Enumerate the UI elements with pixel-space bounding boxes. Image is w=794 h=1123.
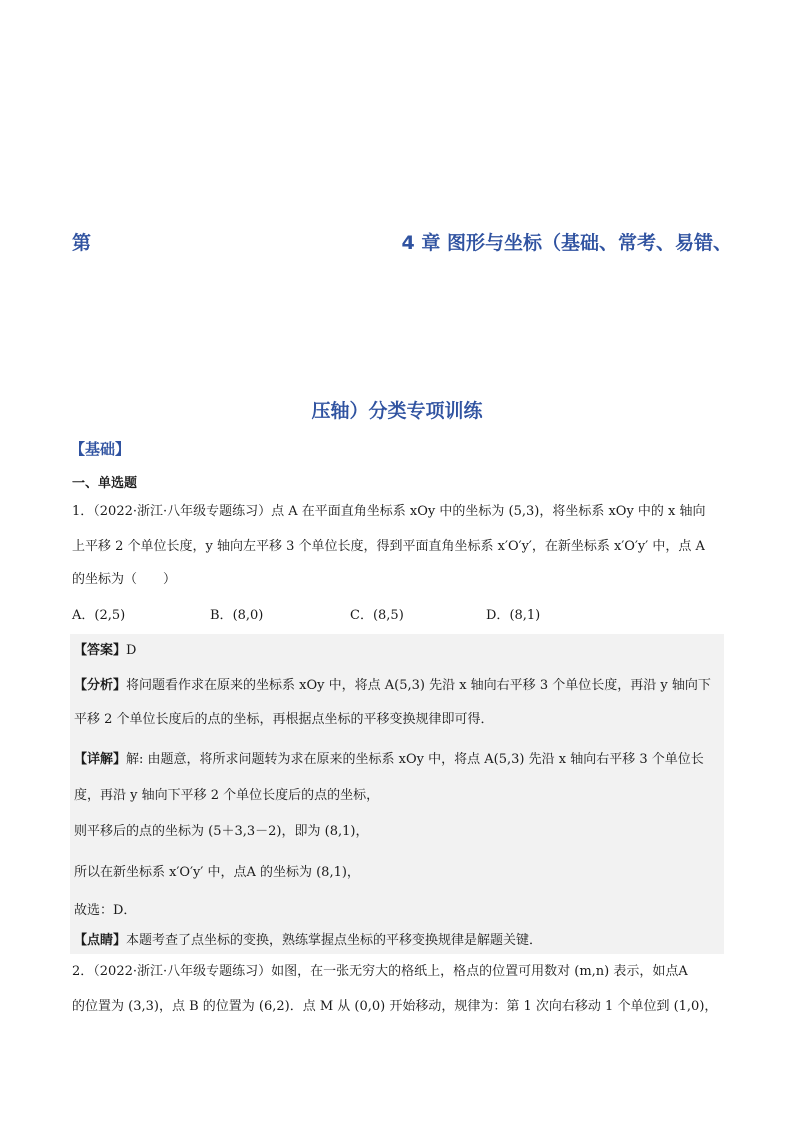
answer-value: D — [126, 643, 137, 658]
title-fragment-left: 第 — [72, 232, 92, 254]
detail-line-5: 故选：D． — [74, 903, 137, 918]
question-1-line-3: 的坐标为（ ） — [72, 572, 177, 587]
analysis-text-1: 将问题看作求在原来的坐标系 xOy 中，将点 A(5,3) 先沿 x 轴向右平移 3 个单位长度，再沿 y 轴向下 — [126, 678, 711, 693]
document-title-line2: 压轴）分类专项训练 — [311, 400, 483, 422]
detail-line-1 — [74, 750, 720, 770]
option-b-label: B． — [210, 608, 233, 623]
title-fragment-right: 4 章 图形与坐标（基础、常考、易错、 — [401, 232, 732, 254]
analysis-line-2: 平移 2 个单位长度后的点的坐标，再根据点坐标的平移变换规律即可得． — [74, 712, 494, 727]
question-1-line-1: 1．（2022·浙江·八年级专题练习）点 A 在平面直角坐标系 xOy 中的坐标为 (5,3)，将坐标系 xOy 中的 x 轴向 — [72, 504, 706, 519]
comment-text: 本题考查了点坐标的变换，熟练掌握点坐标的平移变换规律是解题关键． — [126, 933, 543, 948]
section-heading: 【基础】 — [70, 440, 131, 458]
comment-line — [74, 931, 720, 951]
option-c-value: (8,5) — [372, 608, 404, 623]
option-b-value: (8,0) — [232, 608, 264, 623]
option-d — [486, 604, 540, 623]
detail-line-3: 则平移后的点的坐标为 (5＋3,3－2)，即为 (8,1)， — [74, 824, 369, 839]
option-a-label: A． — [72, 608, 95, 623]
detail-line-4: 所以在新坐标系 x′O′y′ 中，点A 的坐标为 (8,1)， — [74, 865, 360, 880]
detail-text-1: 解: 由题意，将所求问题转为求在原来的坐标系 xOy 中，将点 A(5,3) 先沿 x 轴向右平移 3 个单位长 — [126, 752, 704, 767]
answer-tag: 【答案】 — [74, 643, 127, 658]
option-c-label: C． — [350, 608, 373, 623]
detail-line-2: 度，再沿 y 轴向下平移 2 个单位长度后的点的坐标， — [74, 788, 380, 803]
analysis-line-1 — [74, 676, 720, 696]
option-d-value: (8,1) — [509, 608, 541, 623]
answer-line — [74, 641, 720, 661]
subsection-heading: 一、单选题 — [72, 476, 138, 491]
question-2-line-1: 2．（2022·浙江·八年级专题练习）如图，在一张无穷大的格纸上，格点的位置可用数对 (m,n) 表示，如点A — [72, 964, 688, 979]
analysis-tag: 【分析】 — [74, 678, 127, 693]
question-1-line-2: 上平移 2 个单位长度，y 轴向左平移 3 个单位长度，得到平面直角坐标系 x′O′y′，在新坐标系 x′O′y′ 中，点 A — [72, 539, 705, 554]
option-a-value: (2,5) — [94, 608, 126, 623]
option-d-label: D． — [486, 608, 510, 623]
option-a — [72, 604, 125, 623]
document-title-line1 — [72, 228, 732, 258]
question-1-options — [72, 604, 724, 626]
detail-tag: 【详解】 — [74, 752, 127, 767]
option-b — [210, 604, 263, 623]
comment-tag: 【点睛】 — [74, 933, 127, 948]
option-c — [350, 604, 404, 623]
question-2-line-2: 的位置为 (3,3)，点 B 的位置为 (6,2)．点 M 从 (0,0) 开始移动，规律为：第 1 次向右移动 1 个单位到 (1,0)， — [72, 999, 718, 1014]
